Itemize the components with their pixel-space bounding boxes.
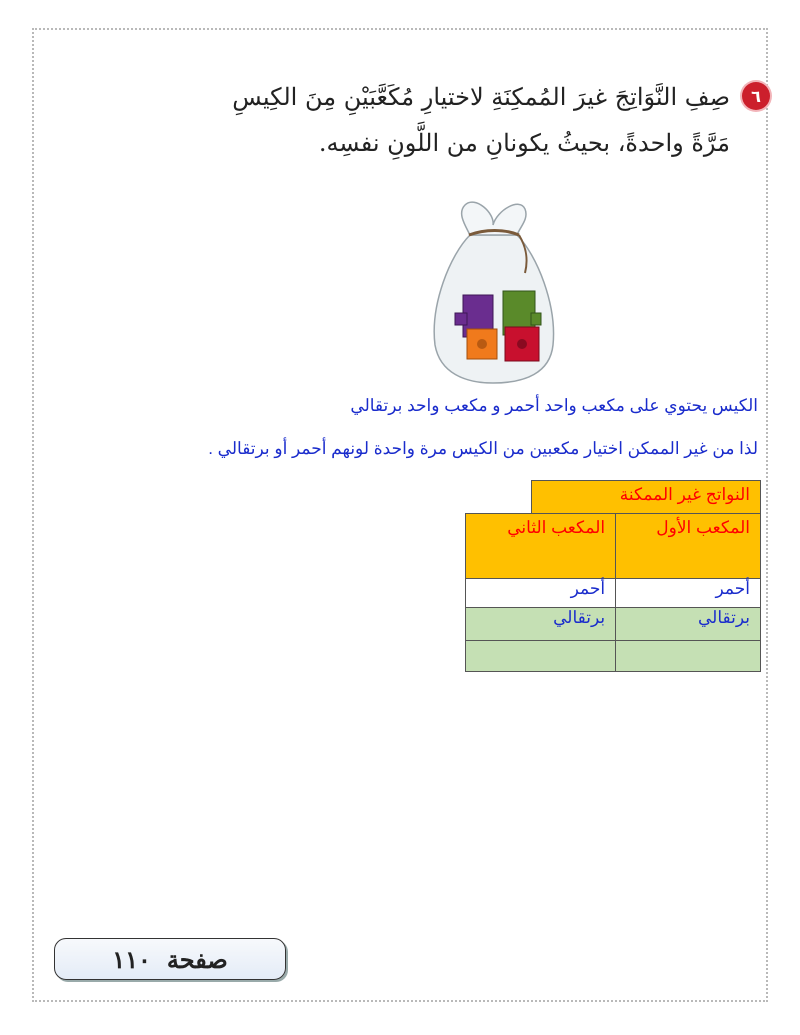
header-second-cube: المكعب الثاني xyxy=(466,514,616,579)
question-block xyxy=(210,74,761,166)
table-cell: برتقالي xyxy=(616,608,761,641)
table-row xyxy=(466,579,761,608)
question-number-badge: ٦ xyxy=(742,82,770,110)
page-number: ١١٠ xyxy=(112,944,151,974)
table-row xyxy=(466,608,761,641)
explanation-line-1: الكيس يحتوي على مكعب واحد أحمر و مكعب واحد برتقالي xyxy=(350,396,758,415)
orange-cube xyxy=(467,329,497,359)
header-first-cube: المكعب الأول xyxy=(616,514,761,579)
question-text: صِفِ النَّوَاتِجَ غيرَ المُمكِنَةِ لاختيارِ مُكَعَّبَيْنِ مِنَ الكِيسِ مَرَّةً واحدةً، بحيثُ يكونانِ من اللَّونِ نفسِه. xyxy=(232,83,730,157)
outcomes-table xyxy=(465,480,761,672)
table-cell: برتقالي xyxy=(466,608,616,641)
table-cell: أحمر xyxy=(616,579,761,608)
page-number-box xyxy=(54,938,286,980)
table-row xyxy=(466,641,761,672)
bag-of-cubes-image xyxy=(425,195,560,385)
table-title: النواتج غير الممكنة xyxy=(531,480,761,513)
explanation-line-2: لذا من غير الممكن اختيار مكعبين من الكيس مرة واحدة لونهم أحمر أو برتقالي . xyxy=(208,439,758,458)
outcomes-grid xyxy=(465,513,761,672)
table-cell: أحمر xyxy=(466,579,616,608)
table-cell xyxy=(466,641,616,672)
red-cube xyxy=(505,327,539,361)
page-label: صفحة xyxy=(166,944,228,974)
table-cell xyxy=(616,641,761,672)
table-header-row xyxy=(466,514,761,579)
